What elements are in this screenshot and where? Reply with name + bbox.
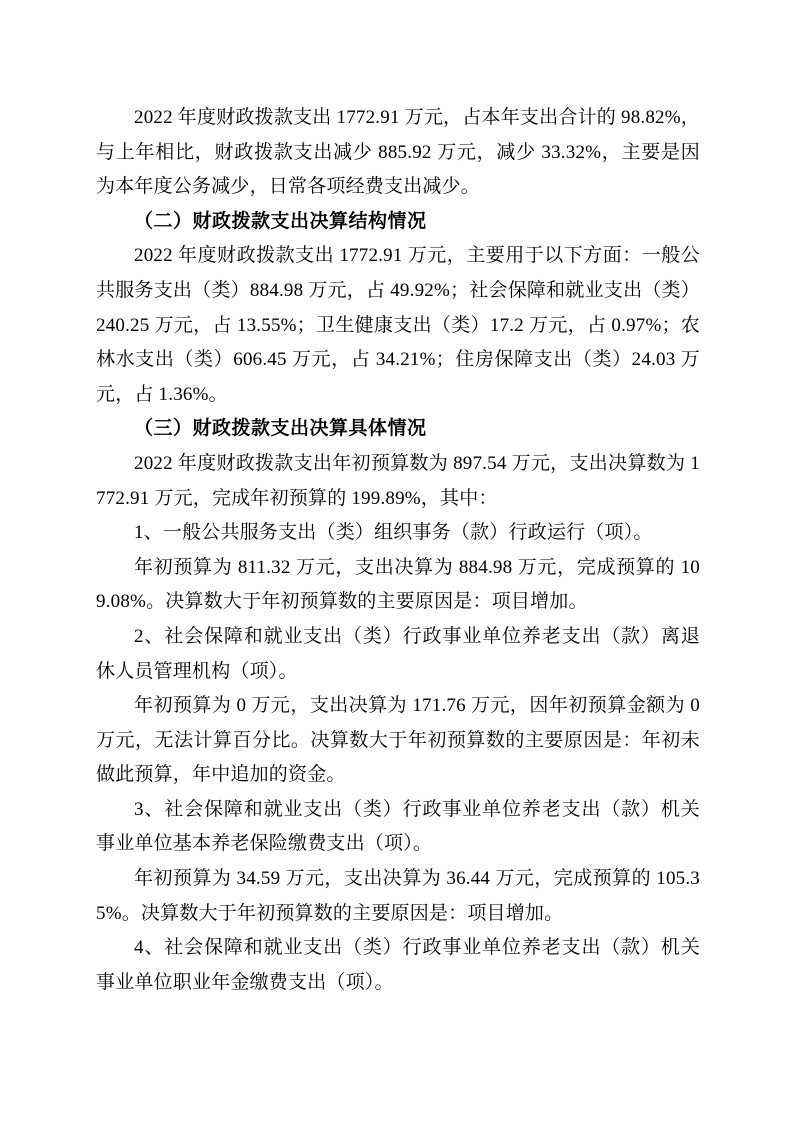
paragraph-item-2-title: 2、社会保障和就业支出（类）行政事业单位养老支出（款）离退休人员管理机构（项）。 (96, 625, 700, 682)
paragraph-fiscal-expenditure-summary: 2022 年度财政拨款支出 1772.91 万元，占本年支出合计的 98.82%，与上年相比，财政拨款支出减少 885.92 万元，减少 33.32%，主要是因为本年度公务减少，日常各项经费支出减少。 (96, 107, 700, 198)
paragraph-expenditure-structure-detail: 2022 年度财政拨款支出 1772.91 万元，主要用于以下方面：一般公共服务支出（类）884.98 万元，占 49.92%；社会保障和就业支出（类）240.25 万元，占 13.55%；卫生健康支出（类）17.2 万元，占 0.97%；农林水支出（类）606.45 万元，占 34.21%；住房保障支出（类）24.03 万元，占 1.36%。 (96, 245, 700, 405)
paragraph-item-2-detail: 年初预算为 0 万元，支出决算为 171.76 万元，因年初预算金额为 0 万元，无法计算百分比。决算数大于年初预算数的主要原因是：年初未做此预算，年中追加的资金。 (96, 695, 700, 786)
paragraph-item-3-title: 3、社会保障和就业支出（类）行政事业单位养老支出（款）机关事业单位基本养老保险缴费支出（项）。 (96, 798, 700, 855)
document-body (96, 101, 700, 1000)
paragraph-budget-vs-final-overview: 2022 年度财政拨款支出年初预算数为 897.54 万元，支出决算数为 1772.91 万元，完成年初预算的 199.89%，其中： (96, 452, 700, 509)
heading-section-2-expenditure-structure: （二）财政拨款支出决算结构情况 (134, 210, 427, 232)
paragraph-item-3-detail: 年初预算为 34.59 万元，支出决算为 36.44 万元，完成预算的 105.35%。决算数大于年初预算数的主要原因是：项目增加。 (96, 868, 700, 924)
heading-section-3-expenditure-specifics: （三）财政拨款支出决算具体情况 (134, 418, 427, 440)
paragraph-item-4-title: 4、社会保障和就业支出（类）行政事业单位养老支出（款）机关事业单位职业年金缴费支出（项）。 (96, 937, 700, 993)
paragraph-item-1-title: 1、一般公共服务支出（类）组织事务（款）行政运行（项）。 (134, 522, 653, 544)
paragraph-item-1-detail: 年初预算为 811.32 万元，支出决算为 884.98 万元，完成预算的 109.08%。决算数大于年初预算数的主要原因是：项目增加。 (96, 556, 700, 613)
